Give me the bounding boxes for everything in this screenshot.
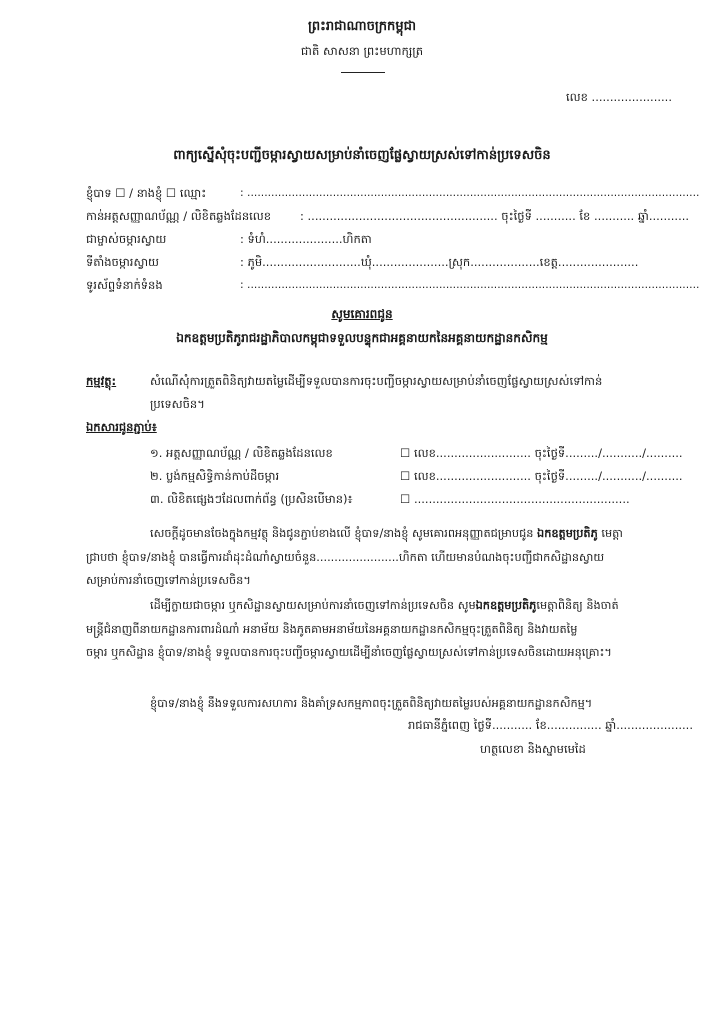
body-emphasis: ឯកឧត្តមប្រតិភូ — [537, 527, 598, 540]
signature-label: ហត្ថលេខា និងស្នាមមេដៃ — [480, 742, 586, 756]
national-motto: ជាតិ សាសនា ព្រះមហាក្សត្រ — [300, 44, 424, 58]
body-paragraph-3: ខ្ញុំបាទ/នាងខ្ញុំ នឹងទទួលការសហការ និងគាំទ្រសកម្មភាពចុះត្រួតពិនិត្យវាយតម្លៃរបស់អគ្គនាយកដ្ឋានកសិកម្ម។ — [150, 697, 593, 710]
attachment-item-1: ១. អត្តសញ្ញាណប័ណ្ណ / លិខិតឆ្លងដែនលេខ — [150, 446, 333, 460]
attachment-item-1-fill: ☐ លេខ.......................... ចុះថ្ងៃទី........./.........../.......... — [400, 446, 683, 460]
body-emphasis: ឯកឧត្តមប្រតិភូ — [475, 599, 537, 612]
body-paragraph-2-line-2: មន្ត្រីជំនាញពីនាយកដ្ឋានការពារដំណាំ អនាម័យ និងភូតគាមអនាម័យនៃអគ្គនាយកដ្ឋានកសិកម្មចុះត្រួតពិនិត្យ និងវាយតម្លៃ — [86, 623, 578, 636]
field-location-value: : ភូមិ...........................ឃុំ.....................ស្រុក...................ខេត្ត...................... — [240, 255, 639, 269]
attachments-label: ឯកសារជូនភ្ជាប់៖ — [86, 420, 157, 434]
body-paragraph-1-line-1 — [150, 526, 623, 543]
field-owner-label: ជាម្ចាស់ចម្ការស្វាយ — [86, 232, 167, 246]
attachment-item-2-fill: ☐ លេខ.......................... ចុះថ្ងៃទី........./.........../.......... — [400, 469, 683, 483]
attachment-item-3-fill: ☐ ........................................................... — [400, 492, 630, 506]
body-text: មេត្តាពិនិត្យ និងចាត់ — [536, 599, 619, 612]
field-id-value: : .................................................... ចុះថ្ងៃទី ........... ខែ ........... ឆ្នាំ........... — [300, 209, 690, 223]
header-divider — [341, 72, 385, 73]
attachment-item-2: ២. ប្លង់កម្មសិទ្ធិកាន់កាប់ដីចម្ការ — [150, 469, 280, 483]
body-paragraph-1-line-2: ជ្រាបថា ខ្ញុំបាទ/នាងខ្ញុំ បានធ្វើការដាំដុះដំណាំស្វាយចំនួន.......................ហិកតា ហើយមានបំណងចុះបញ្ជីជាកសិដ្ឋានស្វាយ — [86, 551, 605, 564]
document-title: ពាក្យស្នើសុំចុះបញ្ជីចម្ការស្វាយសម្រាប់នាំចេញផ្លែស្វាយស្រស់ទៅកាន់ប្រទេសចិន — [173, 148, 551, 163]
field-name-value: : .................................................................................................................................... — [240, 186, 700, 199]
field-phone-value: : .................................................................................................................................... — [240, 278, 700, 291]
body-text: មេត្តា — [597, 527, 623, 540]
body-text: ដើម្បីក្លាយជាចម្ការ ឬកសិដ្ឋានស្វាយសម្រាប់ការនាំចេញទៅកាន់ប្រទេសចិន សូម — [150, 599, 476, 612]
body-paragraph-1-line-3: សម្រាប់ការនាំចេញទៅកាន់ប្រទេសចិន។ — [86, 574, 251, 587]
recipient-heading: ឯកឧត្តមប្រតិភូរាជរដ្ឋាភិបាលកម្ពុជាទទួលបន្ទុកជាអគ្គនាយកនៃអគ្គនាយកដ្ឋានកសិកម្ម — [176, 331, 548, 345]
subject-line-1: សំណើសុំការត្រួតពិនិត្យវាយតម្លៃដើម្បីទទួលបានការចុះបញ្ជីចម្ការស្វាយសម្រាប់នាំចេញផ្លែស្វាយស្រស់ទៅកាន់ — [150, 374, 603, 388]
field-name-label: ខ្ញុំបាទ ☐ / នាងខ្ញុំ ☐ ឈ្មោះ — [86, 186, 207, 200]
body-paragraph-2-line-1 — [150, 598, 619, 615]
document-number: លេខ ...................... — [566, 90, 672, 104]
kingdom-heading: ព្រះរាជាណាចក្រកម្ពុជា — [307, 19, 417, 34]
respect-heading: សូមគោរពជូន — [331, 307, 393, 321]
attachment-item-3: ៣. លិខិតផ្សេងៗដែលពាក់ព័ន្ធ (ប្រសិនបើមាន)៖ — [150, 492, 353, 506]
signature-date-line: រាជធានីភ្នំពេញ ថ្ងៃទី........... ខែ............... ឆ្នាំ..................... — [408, 718, 693, 732]
field-location-label: ទីតាំងចម្ការស្វាយ — [86, 255, 159, 269]
body-paragraph-2-line-3: ចម្ការ ឬកសិដ្ឋាន ខ្ញុំបាទ/នាងខ្ញុំ ទទួលបានការចុះបញ្ជីចម្ការស្វាយដើម្បីនាំចេញផ្លែស្វាយស្រស់ទៅកាន់ប្រទេសចិនដោយអនុគ្រោះ។ — [86, 646, 612, 659]
body-text: សេចក្តីដូចមានចែងក្នុងកម្មវត្ថុ និងជូនភ្ជាប់ខាងលើ ខ្ញុំបាទ/នាងខ្ញុំ សូមគោរពអនុញ្ញាតជម្រាបជូន — [150, 527, 538, 540]
field-owner-value: : ទំហំ.....................ហិកតា — [240, 232, 372, 246]
subject-label: កម្មវត្ថុ: — [86, 374, 117, 388]
field-phone-label: ទូរស័ព្ទទំនាក់ទំនង — [86, 278, 163, 292]
subject-line-2: ប្រទេសចិន។ — [150, 397, 205, 411]
field-id-label: កាន់អត្តសញ្ញាណប័ណ្ណ / លិខិតឆ្លងដែនលេខ — [86, 209, 272, 223]
